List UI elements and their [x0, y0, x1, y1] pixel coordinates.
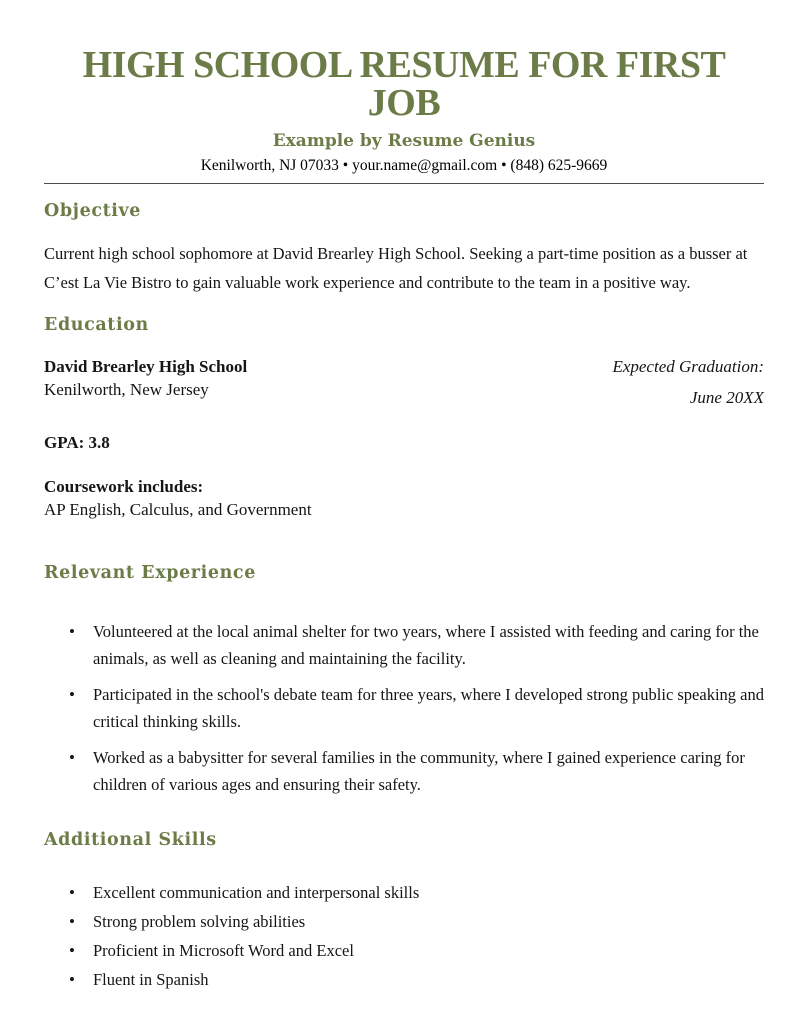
list-item [69, 878, 764, 907]
graduation-date: June 20XX [689, 388, 764, 407]
list-item [69, 936, 764, 965]
education-graduation-block [612, 355, 764, 409]
skill-text: Strong problem solving abilities [93, 912, 306, 931]
bullet-icon [69, 681, 85, 708]
experience-bullet-text: Worked as a babysitter for several families in the community, where I gained experience caring for children of various ages and ensuring their safety. [93, 748, 745, 794]
list-item [69, 965, 764, 994]
section-objective [44, 199, 764, 297]
skills-heading: Additional Skills [44, 830, 217, 850]
bullet-icon [69, 744, 85, 771]
school-name: David Brearley High School [44, 357, 248, 376]
experience-bullet-text: Volunteered at the local animal shelter for two years, where I assisted with feeding and caring for the animals, as well as cleaning and maintaining the facility. [93, 622, 759, 668]
resume-title: HIGH SCHOOL RESUME FOR FIRST JOB [82, 44, 726, 124]
education-row [44, 355, 764, 409]
header-divider [44, 183, 764, 184]
experience-heading: Relevant Experience [44, 563, 256, 583]
skills-list [44, 878, 764, 994]
education-heading: Education [44, 315, 149, 335]
contact-line: Kenilworth, NJ 07033 • your.name@gmail.com • (848) 625-9669 [200, 157, 608, 174]
list-item [69, 744, 764, 798]
gpa-line: GPA: 3.8 [44, 433, 110, 452]
resume-header [44, 46, 764, 184]
list-item [69, 907, 764, 936]
experience-bullet-text: Participated in the school's debate team for three years, where I developed strong public speaking and critical thinking skills. [93, 685, 764, 731]
bullet-icon [69, 936, 85, 965]
bullet-icon [69, 907, 85, 936]
coursework-label: Coursework includes: [44, 477, 204, 496]
bullet-icon [69, 878, 85, 907]
coursework-list: AP English, Calculus, and Government [44, 500, 312, 519]
school-location: Kenilworth, New Jersey [44, 380, 209, 399]
skill-text: Proficient in Microsoft Word and Excel [93, 941, 354, 960]
objective-heading: Objective [44, 201, 142, 221]
list-item [69, 618, 764, 672]
experience-list [44, 618, 764, 798]
resume-subtitle: Example by Resume Genius [272, 131, 536, 151]
education-school-block [44, 355, 247, 401]
skill-text: Excellent communication and interpersonal skills [93, 883, 420, 902]
section-education [44, 313, 764, 521]
section-experience [44, 561, 764, 798]
section-skills [44, 828, 764, 994]
skill-text: Fluent in Spanish [93, 970, 209, 989]
objective-text: Current high school sophomore at David Brearley High School. Seeking a part-time position as a busser at C’est La Vie Bistro to gain valuable work experience and contribute to the team in a positive way. [44, 244, 748, 292]
graduation-label: Expected Graduation: [612, 357, 764, 376]
list-item [69, 681, 764, 735]
bullet-icon [69, 965, 85, 994]
bullet-icon [69, 618, 85, 645]
